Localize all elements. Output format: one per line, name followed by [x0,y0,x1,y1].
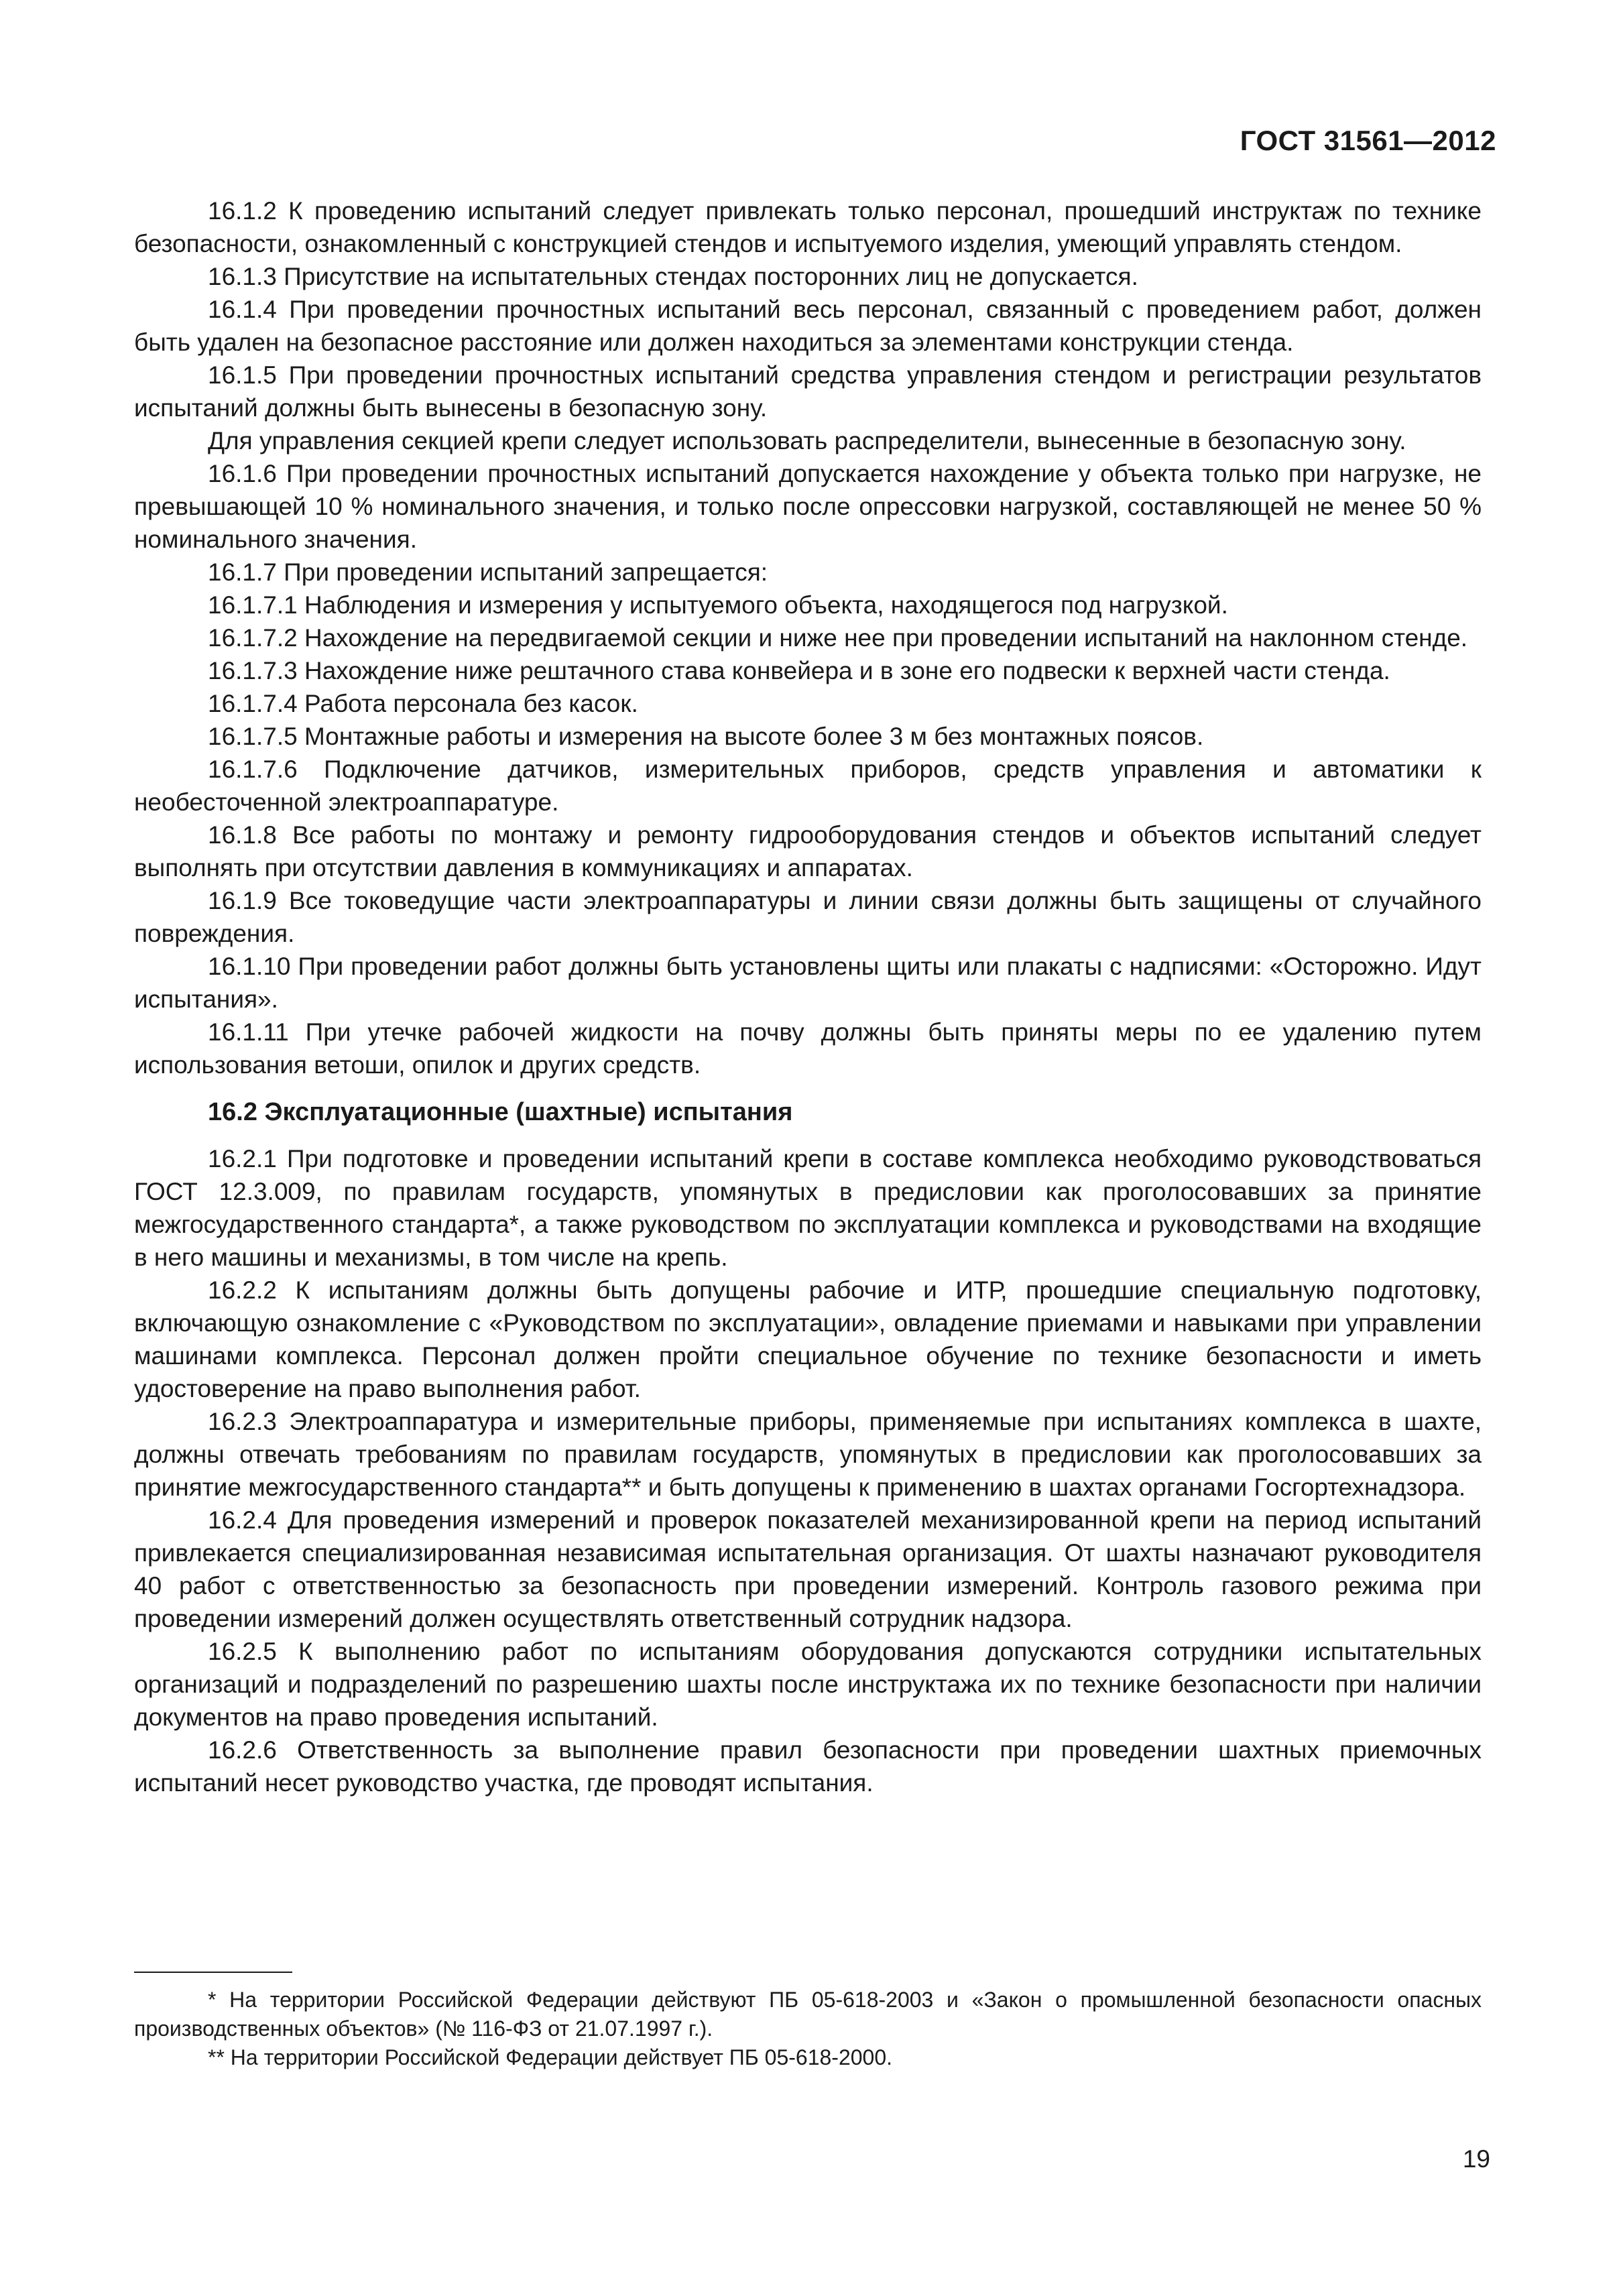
paragraph-16-1-4: 16.1.4 При проведении прочностных испытаний весь персонал, связанный с проведением работ, должен быть удален на безопасное расстояние или должен находиться за элементами конструкции стенда. [134,296,1482,356]
body-text [134,194,1482,1799]
footnotes [134,1986,1482,2072]
section-title-16-2: 16.2 Эксплуатационные (шахтные) испытания [208,1098,793,1126]
paragraph-16-1-10: 16.1.10 При проведении работ должны быть установлены щиты или плакаты с надписями: «Осторожно. Идут испытания». [134,953,1482,1013]
document-id-header: ГОСТ 31561—2012 [1240,125,1496,156]
paragraph-distributors-note: Для управления секцией крепи следует использовать распределители, вынесенные в безопасную зону. [208,427,1406,455]
paragraph-16-2-2: 16.2.2 К испытаниям должны быть допущены рабочие и ИТР, прошедшие специальную подготовку, включающую ознакомление с «Руководством по эксплуатации», овладение приемами и навыками при управлении машинами комплекса. Персонал должен пройти специальное обучение по технике безопасности и иметь удостоверение на право выполнения работ. [134,1276,1482,1402]
paragraph-16-1-7-1: 16.1.7.1 Наблюдения и измерения у испытуемого объекта, находящегося под нагрузкой. [208,591,1228,619]
paragraph-16-1-7-4: 16.1.7.4 Работа персонала без касок. [208,690,638,717]
paragraph-16-2-1: 16.2.1 При подготовке и проведении испытаний крепи в составе комплекса необходимо руководствоваться ГОСТ 12.3.009, по правилам государств, упомянутых в предисловии как проголосовавших за принятие межгосударственного стандарта*, а также руководством по эксплуатации комплекса и руководствами на входящие в него машины и механизмы, в том числе на крепь. [134,1145,1482,1271]
paragraph-16-1-7: 16.1.7 При проведении испытаний запрещается: [208,558,768,586]
paragraph-16-1-7-3: 16.1.7.3 Нахождение ниже рештачного става конвейера и в зоне его подвески к верхней части стенда. [208,657,1390,684]
paragraph-16-1-8: 16.1.8 Все работы по монтажу и ремонту гидрооборудования стендов и объектов испытаний следует выполнять при отсутствии давления в коммуникациях и аппаратах. [134,821,1482,882]
paragraph-16-1-2: 16.1.2 К проведению испытаний следует привлекать только персонал, прошедший инструктаж по технике безопасности, ознакомленный с конструкцией стендов и испытуемого изделия, умеющий управлять стендом. [134,197,1482,257]
paragraph-16-1-11: 16.1.11 При утечке рабочей жидкости на почву должны быть приняты меры по ее удалению путем использования ветоши, опилок и других средств. [134,1018,1482,1079]
paragraph-16-1-7-6: 16.1.7.6 Подключение датчиков, измерительных приборов, средств управления и автоматики к необесточенной электроаппаратуре. [134,756,1482,816]
footnote-divider [134,1972,292,1973]
footnote-2: ** На территории Российской Федерации действует ПБ 05-618-2000. [208,2045,893,2069]
paragraph-16-1-5: 16.1.5 При проведении прочностных испытаний средства управления стендом и регистрации результатов испытаний должны быть вынесены в безопасную зону. [134,361,1482,422]
paragraph-16-1-6: 16.1.6 При проведении прочностных испытаний допускается нахождение у объекта только при нагрузке, не превышающей 10 % номинального значения, и только после опрессовки нагрузкой, составляющей не менее 50 % номинального значения. [134,460,1482,553]
paragraph-16-1-7-5: 16.1.7.5 Монтажные работы и измерения на высоте более 3 м без монтажных поясов. [208,723,1204,750]
paragraph-16-2-6: 16.2.6 Ответственность за выполнение правил безопасности при проведении шахтных приемочных испытаний несет руководство участка, где проводят испытания. [134,1736,1482,1797]
paragraph-16-1-9: 16.1.9 Все токоведущие части электроаппаратуры и линии связи должны быть защищены от случайного повреждения. [134,887,1482,947]
page-number: 19 [1462,2145,1490,2173]
paragraph-16-1-3: 16.1.3 Присутствие на испытательных стендах посторонних лиц не допускается. [208,263,1138,290]
paragraph-16-1-7-2: 16.1.7.2 Нахождение на передвигаемой секции и ниже нее при проведении испытаний на наклонном стенде. [208,624,1468,652]
paragraph-16-2-5: 16.2.5 К выполнению работ по испытаниям оборудования допускаются сотрудники испытательных организаций и подразделений по разрешению шахты после инструктажа их по технике безопасности при наличии документов на право проведения испытаний. [134,1638,1482,1731]
footnote-1: * На территории Российской Федерации действуют ПБ 05-618-2003 и «Закон о промышленной безопасности опасных производственных объектов» (№ 116-ФЗ от 21.07.1997 г.). [134,1988,1482,2041]
paragraph-16-2-3: 16.2.3 Электроаппаратура и измерительные приборы, применяемые при испытаниях комплекса в шахте, должны отвечать требованиям по правилам государств, упомянутых в предисловии как проголосовавших за принятие межгосударственного стандарта** и быть допущены к применению в шахтах органами Госгортехнадзора. [134,1408,1482,1501]
paragraph-16-2-4: 16.2.4 Для проведения измерений и проверок показателей механизированной крепи на период испытаний привлекается специализированная независимая испытательная организация. От шахты назначают руководителя 40 работ с ответственностью за безопасность при проведении измерений. Контроль газового режима при проведении измерений должен осуществлять ответственный сотрудник надзора. [134,1506,1482,1632]
